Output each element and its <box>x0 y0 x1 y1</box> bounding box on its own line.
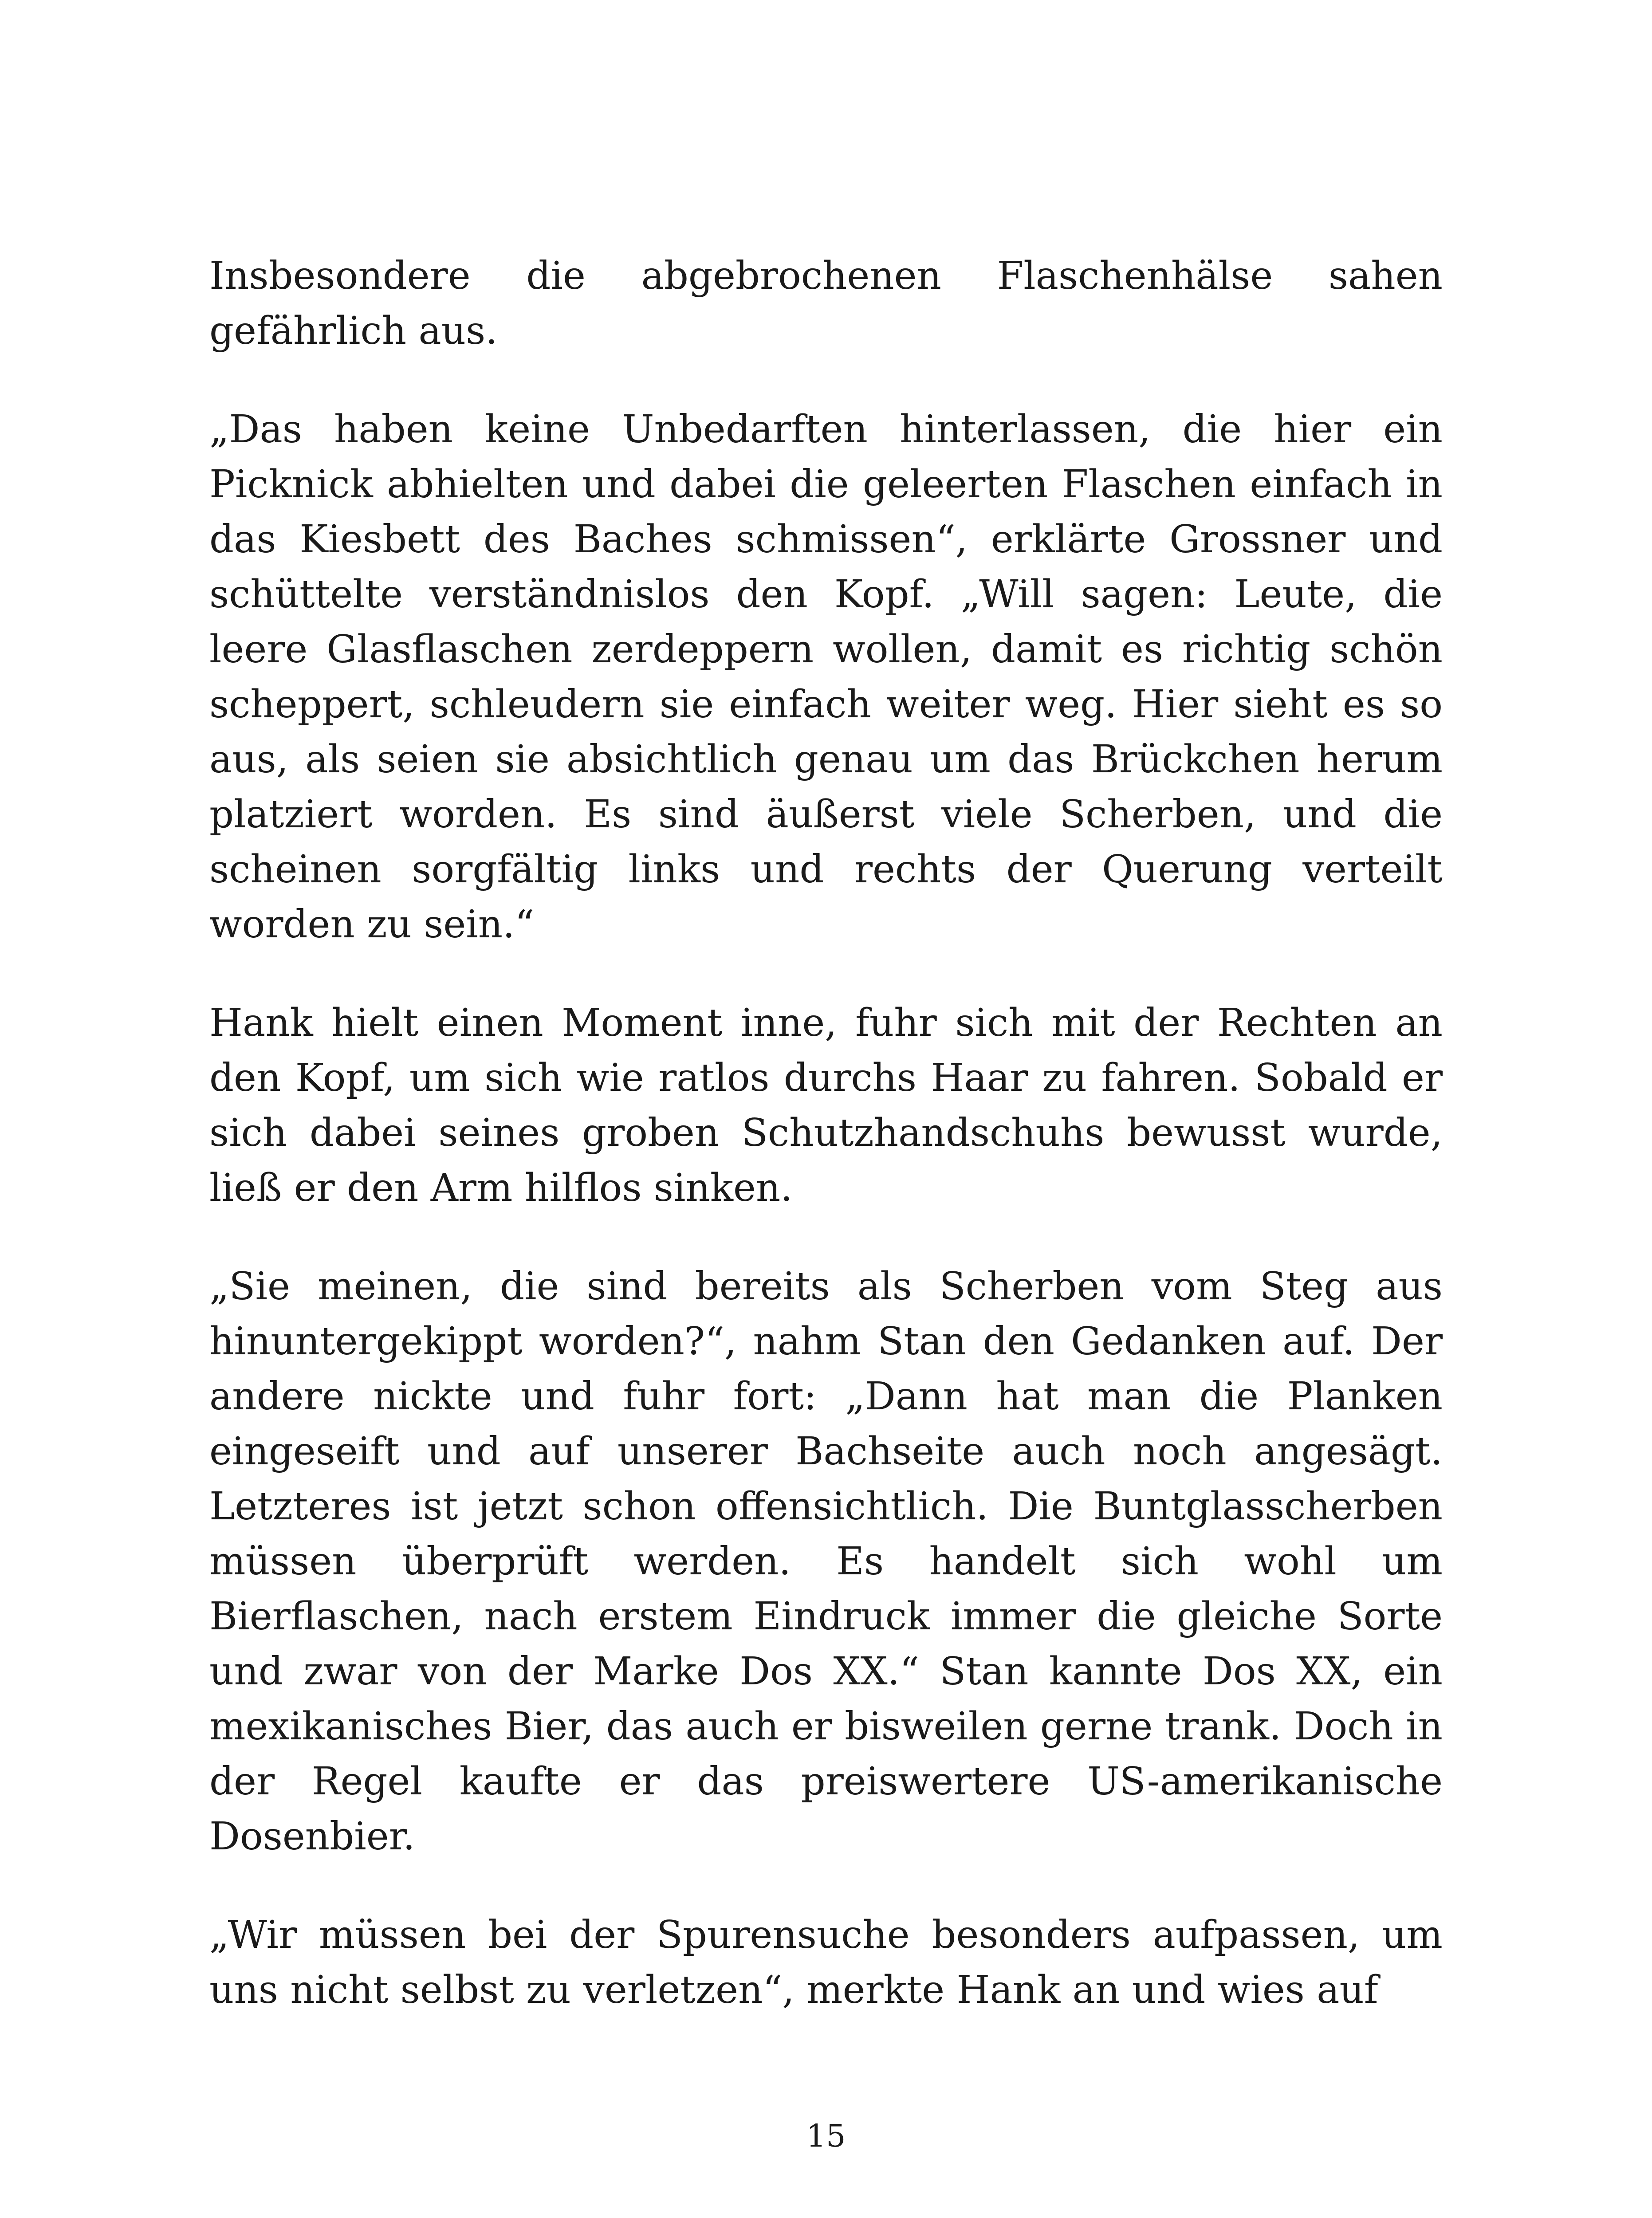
paragraph: „Wir müssen bei der Spurensuche besonders aufpassen, um uns nicht selbst zu verletzen“, merkte Hank an und wies auf <box>209 1913 1443 2012</box>
paragraph: „Das haben keine Unbedarften hinterlassen, die hier ein Picknick abhielten und dabei die geleerten Flaschen einfach in das Kiesbett des Baches schmissen“, erklärte Grossner und schüttelte verständnislos den Kopf. „Will sagen: Leute, die leere Glasflaschen zerdeppern wollen, damit es richtig schön scheppert, schleudern sie einfach weiter weg. Hier sieht es so aus, als seien sie absichtlich genau um das Brückchen herum platziert worden. Es sind äußerst viele Scherben, und die scheinen sorgfältig links und rechts der Querung verteilt worden zu sein.“ <box>209 407 1443 947</box>
paragraph: Hank hielt einen Moment inne, fuhr sich mit der Rechten an den Kopf, um sich wie ratlos durchs Haar zu fahren. Sobald er sich dabei seines groben Schutzhandschuhs bewusst wurde, ließ er den Arm hilflos sinken. <box>209 1001 1443 1210</box>
body-text <box>209 248 1443 2061</box>
page-number: 15 <box>806 2118 846 2154</box>
paragraph: Insbesondere die abgebrochenen Flaschenhälse sahen gefährlich aus. <box>209 254 1443 353</box>
paragraph: „Sie meinen, die sind bereits als Scherben vom Steg aus hinuntergekippt worden?“, nahm Stan den Gedanken auf. Der andere nickte und fuhr fort: „Dann hat man die Planken eingeseift und auf unserer Bachseite auch noch angesägt. Letzteres ist jetzt schon offensichtlich. Die Buntglasscherben müssen überprüft werden. Es handelt sich wohl um Bierflaschen, nach erstem Eindruck immer die gleiche Sorte und zwar von der Marke Dos XX.“ Stan kannte Dos XX, ein mexikanisches Bier, das auch er bisweilen gerne trank. Doch in der Regel kaufte er das preiswertere US-amerikanische Dosenbier. <box>209 1264 1443 1859</box>
